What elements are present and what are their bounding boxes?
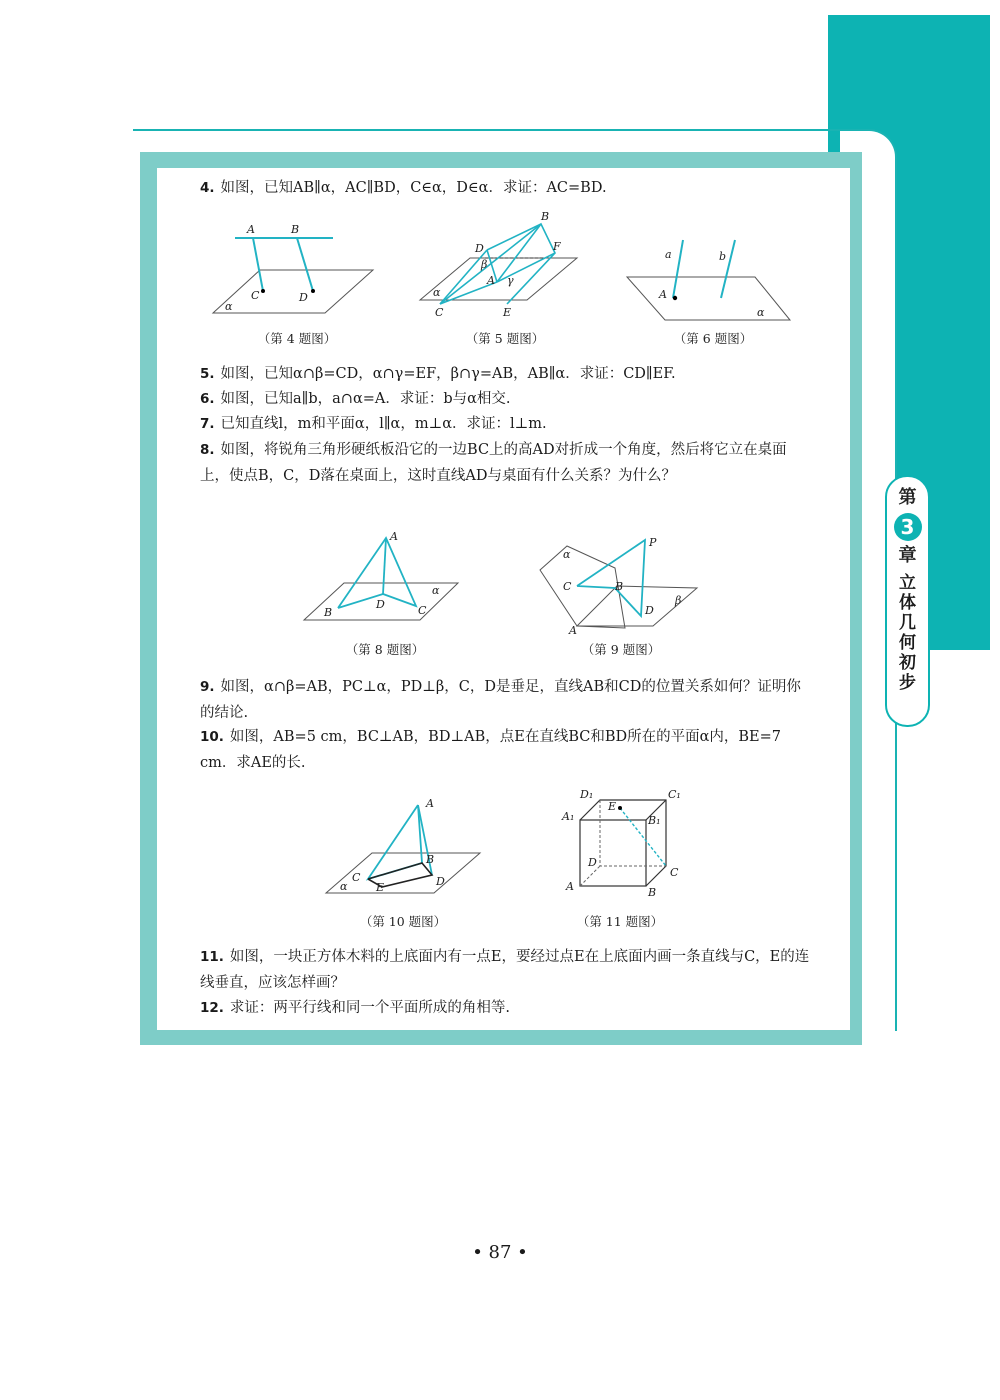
chapter-suffix: 章: [898, 545, 917, 566]
label-D: D: [376, 598, 385, 611]
problem-number: 7.: [200, 416, 215, 432]
label-A: A: [566, 880, 574, 893]
label-B: B: [426, 853, 435, 866]
label-alpha: α: [433, 286, 441, 299]
label-C1: C₁: [668, 788, 681, 801]
caption-fig9: （第 9 题图）: [581, 642, 661, 657]
label-alpha: α: [757, 306, 765, 319]
chapter-prefix: 第: [898, 487, 917, 508]
label-b: b: [719, 250, 727, 263]
label-E: E: [608, 800, 617, 813]
figure-10: [322, 795, 484, 900]
label-F: F: [553, 240, 561, 253]
label-A: A: [390, 530, 398, 543]
problem-8: [200, 437, 810, 489]
label-E: E: [503, 306, 512, 319]
figure-6: [625, 232, 795, 327]
problem-6: [200, 387, 810, 411]
label-A: A: [426, 797, 434, 810]
label-D: D: [436, 875, 445, 888]
problem-text: 如图，已知AB∥α，AC∥BD，C∈α，D∈α．求证：AC=BD.: [220, 180, 607, 196]
label-D: D: [588, 856, 597, 869]
problem-number: 4.: [200, 180, 215, 196]
label-B: B: [648, 886, 657, 899]
label-B: B: [541, 210, 550, 223]
problem-number: 8.: [200, 442, 215, 458]
problem-text: 如图，AB=5 cm，BC⊥AB，BD⊥AB，点E在直线BC和BD所在的平面α内，BE=7 cm．求AE的长.: [200, 729, 782, 771]
figure-11: [558, 782, 683, 900]
figure-4: [205, 215, 380, 320]
problem-10: [200, 724, 810, 776]
label-B: B: [615, 580, 624, 593]
problem-7: [200, 412, 810, 436]
label-D: D: [645, 604, 654, 617]
problem-4: [200, 176, 810, 200]
caption-fig8: （第 8 题图）: [345, 642, 425, 657]
caption-fig6: （第 6 题图）: [673, 331, 753, 346]
problem-text: 如图，已知a∥b，a∩α=A．求证：b与α相交.: [220, 391, 511, 407]
problem-number: 12.: [200, 1000, 224, 1016]
label-alpha: α: [340, 880, 348, 893]
label-E: E: [376, 881, 385, 894]
label-alpha: α: [563, 548, 571, 561]
label-C: C: [670, 866, 679, 879]
figure-9: [535, 528, 700, 638]
header-rule: [133, 129, 868, 131]
figure-5: [415, 208, 585, 320]
problem-number: 5.: [200, 366, 215, 382]
problem-number: 11.: [200, 949, 224, 965]
caption-fig11: （第 11 题图）: [576, 914, 664, 929]
label-A1: A₁: [562, 810, 575, 823]
label-D: D: [299, 291, 308, 304]
label-A: A: [247, 223, 255, 236]
label-alpha: α: [432, 584, 440, 597]
problem-number: 10.: [200, 729, 224, 745]
problem-text: 求证：两平行线和同一个平面所成的角相等.: [229, 1000, 511, 1016]
problem-text: 如图，已知α∩β=CD，α∩γ=EF，β∩γ=AB，AB∥α．求证：CD∥EF.: [220, 366, 676, 382]
label-beta: β: [675, 594, 682, 607]
problem-12: [200, 996, 810, 1020]
chapter-title: 立体几何初步: [899, 573, 916, 693]
label-gamma: γ: [507, 274, 514, 287]
figure-8: [300, 528, 462, 628]
label-A: A: [487, 274, 495, 287]
problem-9: [200, 674, 810, 726]
label-P: P: [649, 536, 657, 549]
caption-fig5: （第 5 题图）: [465, 331, 545, 346]
problem-11: [200, 944, 810, 996]
label-C: C: [418, 604, 427, 617]
page-number: • 87 •: [472, 1242, 528, 1263]
problem-number: 6.: [200, 391, 215, 407]
label-C: C: [251, 289, 260, 302]
label-alpha: α: [225, 300, 233, 313]
label-D1: D₁: [580, 788, 594, 801]
problem-text: 如图，α∩β=AB，PC⊥α，PD⊥β，C，D是垂足，直线AB和CD的位置关系如何？证明你的结论.: [200, 679, 801, 721]
label-B: B: [291, 223, 300, 236]
label-A: A: [569, 624, 577, 637]
label-D: D: [475, 242, 484, 255]
problem-number: 9.: [200, 679, 215, 695]
problem-text: 已知直线l，m和平面α，l∥α，m⊥α．求证：l⊥m.: [220, 416, 547, 432]
label-C: C: [563, 580, 572, 593]
chapter-number: 3: [894, 513, 922, 541]
caption-fig4: （第 4 题图）: [257, 331, 337, 346]
label-beta: β: [481, 258, 488, 271]
problem-5: [200, 362, 810, 386]
problem-text: 如图，将锐角三角形硬纸板沿它的一边BC上的高AD对折成一个角度，然后将它立在桌面上，使点B，C，D落在桌面上，这时直线AD与桌面有什么关系？为什么？: [200, 442, 787, 484]
caption-fig10: （第 10 题图）: [359, 914, 447, 929]
label-C: C: [435, 306, 444, 319]
label-B: B: [324, 606, 333, 619]
problem-text: 如图，一块正方体木料的上底面内有一点E，要经过点E在上底面内画一条直线与C，E的连线垂直，应该怎样画？: [200, 949, 810, 991]
label-a: a: [665, 248, 672, 261]
label-C: C: [352, 871, 361, 884]
chapter-tab: [885, 475, 930, 727]
label-A: A: [659, 288, 667, 301]
label-B1: B₁: [648, 814, 661, 827]
